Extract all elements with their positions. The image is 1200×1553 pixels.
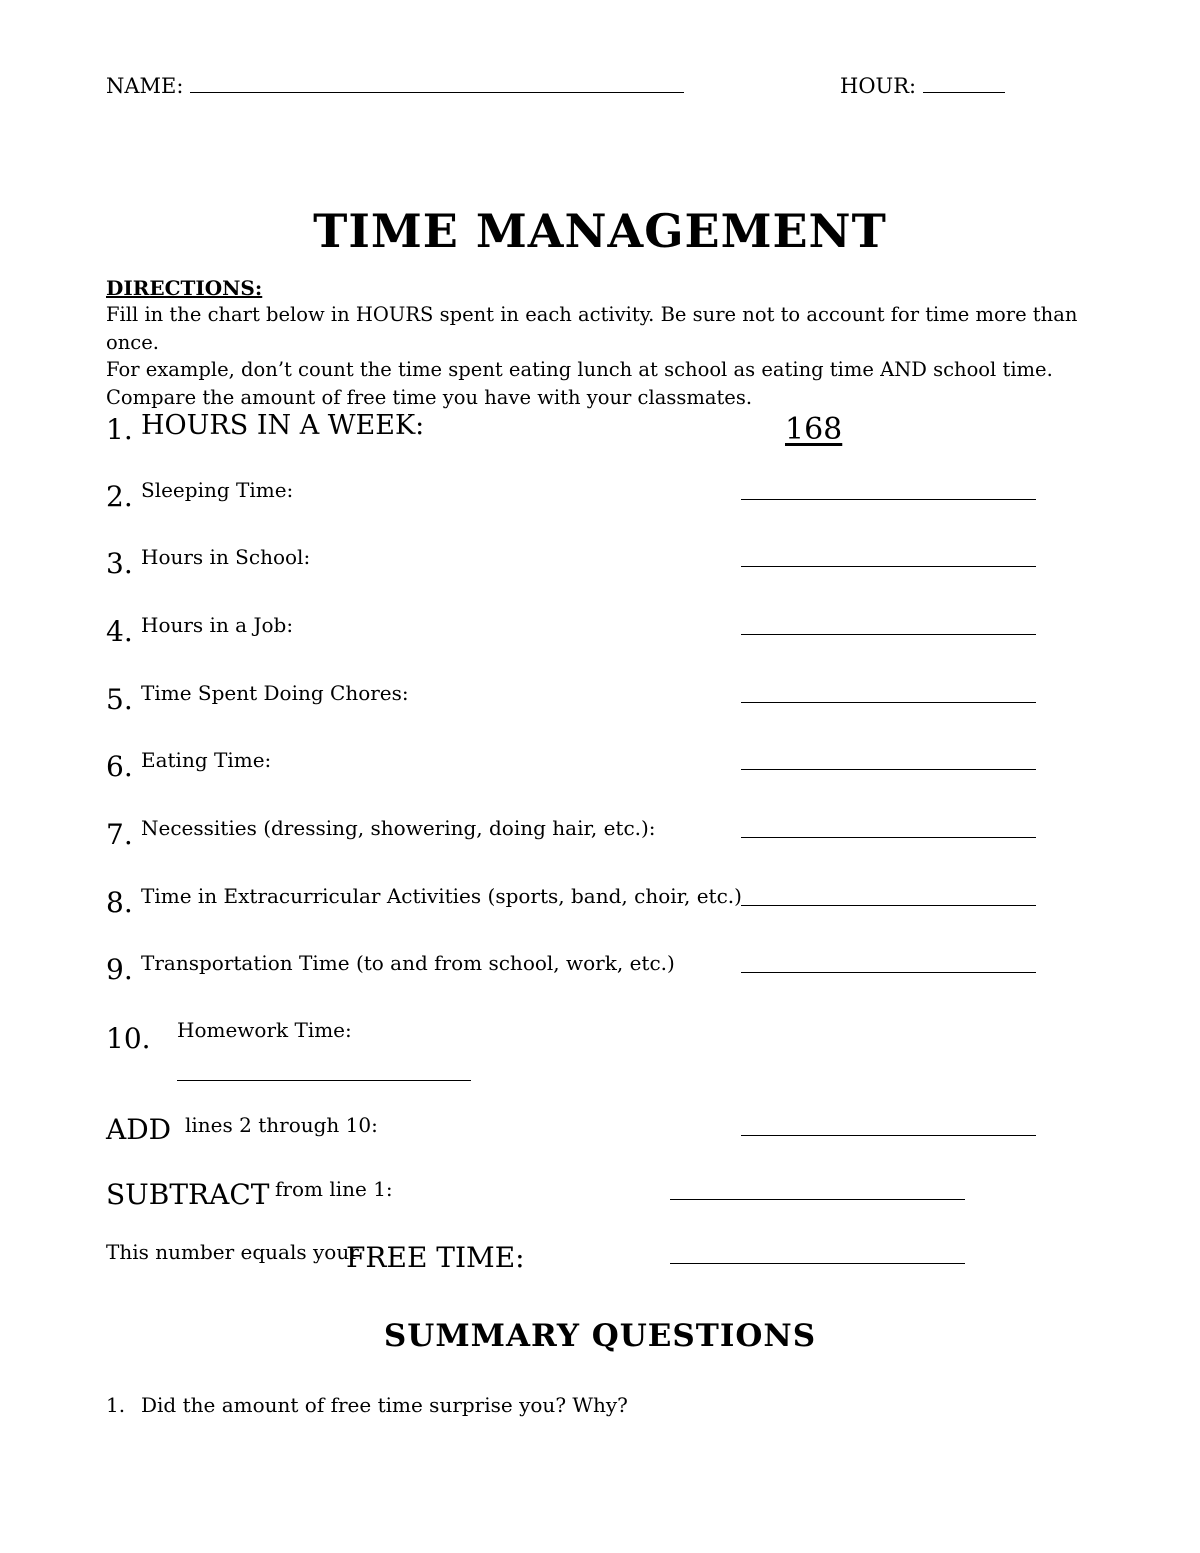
necessities-blank[interactable] bbox=[741, 837, 1036, 838]
item-number: 8. bbox=[106, 886, 133, 919]
chores-blank[interactable] bbox=[741, 702, 1036, 703]
eating-time-label: Eating Time: bbox=[141, 748, 272, 772]
add-word: ADD bbox=[106, 1113, 172, 1146]
hour-label: HOUR: bbox=[840, 74, 917, 98]
item-number: 4. bbox=[106, 615, 133, 648]
question-number: 1. bbox=[106, 1393, 126, 1417]
summary-heading: SUMMARY QUESTIONS bbox=[383, 1318, 817, 1354]
name-label: NAME: bbox=[106, 74, 184, 98]
hours-in-school-blank[interactable] bbox=[741, 566, 1036, 567]
directions-line: For example, don’t count the time spent eating lunch at school as eating time AND school time. bbox=[106, 358, 1053, 381]
hours-in-week-value: 168 bbox=[785, 412, 843, 447]
free-time-label: This number equals your bbox=[106, 1240, 359, 1264]
hours-in-week-label: HOURS IN A WEEK: bbox=[141, 410, 425, 441]
add-total-blank[interactable] bbox=[741, 1135, 1036, 1136]
directions-text bbox=[106, 301, 1116, 411]
item-number: 10. bbox=[106, 1022, 151, 1055]
chores-label: Time Spent Doing Chores: bbox=[141, 681, 409, 705]
directions-line: Compare the amount of free time you have with your classmates. bbox=[106, 385, 753, 409]
extracurricular-blank[interactable] bbox=[741, 905, 1036, 906]
subtract-result-blank[interactable] bbox=[670, 1199, 965, 1200]
free-time-word: FREE TIME: bbox=[346, 1241, 525, 1274]
subtract-label: from line 1: bbox=[275, 1177, 393, 1201]
hour-blank[interactable] bbox=[923, 76, 1005, 93]
hour-field bbox=[840, 74, 1005, 98]
necessities-label: Necessities (dressing, showering, doing hair, etc.): bbox=[141, 816, 656, 840]
question-text: Did the amount of free time surprise you? Why? bbox=[141, 1393, 628, 1417]
eating-time-blank[interactable] bbox=[741, 769, 1036, 770]
add-label: lines 2 through 10: bbox=[185, 1113, 378, 1137]
item-number: 3. bbox=[106, 547, 133, 580]
free-time-blank[interactable] bbox=[670, 1263, 965, 1264]
item-number: 2. bbox=[106, 480, 133, 513]
name-blank[interactable] bbox=[190, 76, 684, 93]
directions-heading: DIRECTIONS: bbox=[106, 276, 263, 300]
sleeping-time-blank[interactable] bbox=[741, 499, 1036, 500]
item-number: 9. bbox=[106, 953, 133, 986]
extracurricular-label: Time in Extracurricular Activities (sports, band, choir, etc.) bbox=[141, 884, 742, 908]
name-field bbox=[106, 74, 684, 98]
subtract-word: SUBTRACT bbox=[106, 1178, 270, 1211]
hours-in-job-blank[interactable] bbox=[741, 634, 1036, 635]
hours-in-school-label: Hours in School: bbox=[141, 545, 311, 569]
item-number: 5. bbox=[106, 683, 133, 716]
directions-line: Fill in the chart below in HOURS spent in each activity. Be sure not to account for time more than once. bbox=[106, 303, 1078, 354]
item-number: 6. bbox=[106, 750, 133, 783]
item-number: 1. bbox=[106, 413, 133, 446]
transportation-label: Transportation Time (to and from school, work, etc.) bbox=[141, 951, 675, 975]
item-number: 7. bbox=[106, 818, 133, 851]
hours-in-job-label: Hours in a Job: bbox=[141, 613, 294, 637]
transportation-blank[interactable] bbox=[741, 972, 1036, 973]
homework-time-label: Homework Time: bbox=[177, 1018, 352, 1042]
sleeping-time-label: Sleeping Time: bbox=[141, 478, 294, 502]
homework-time-blank[interactable] bbox=[177, 1080, 471, 1081]
page-title: TIME MANAGEMENT bbox=[313, 204, 887, 258]
